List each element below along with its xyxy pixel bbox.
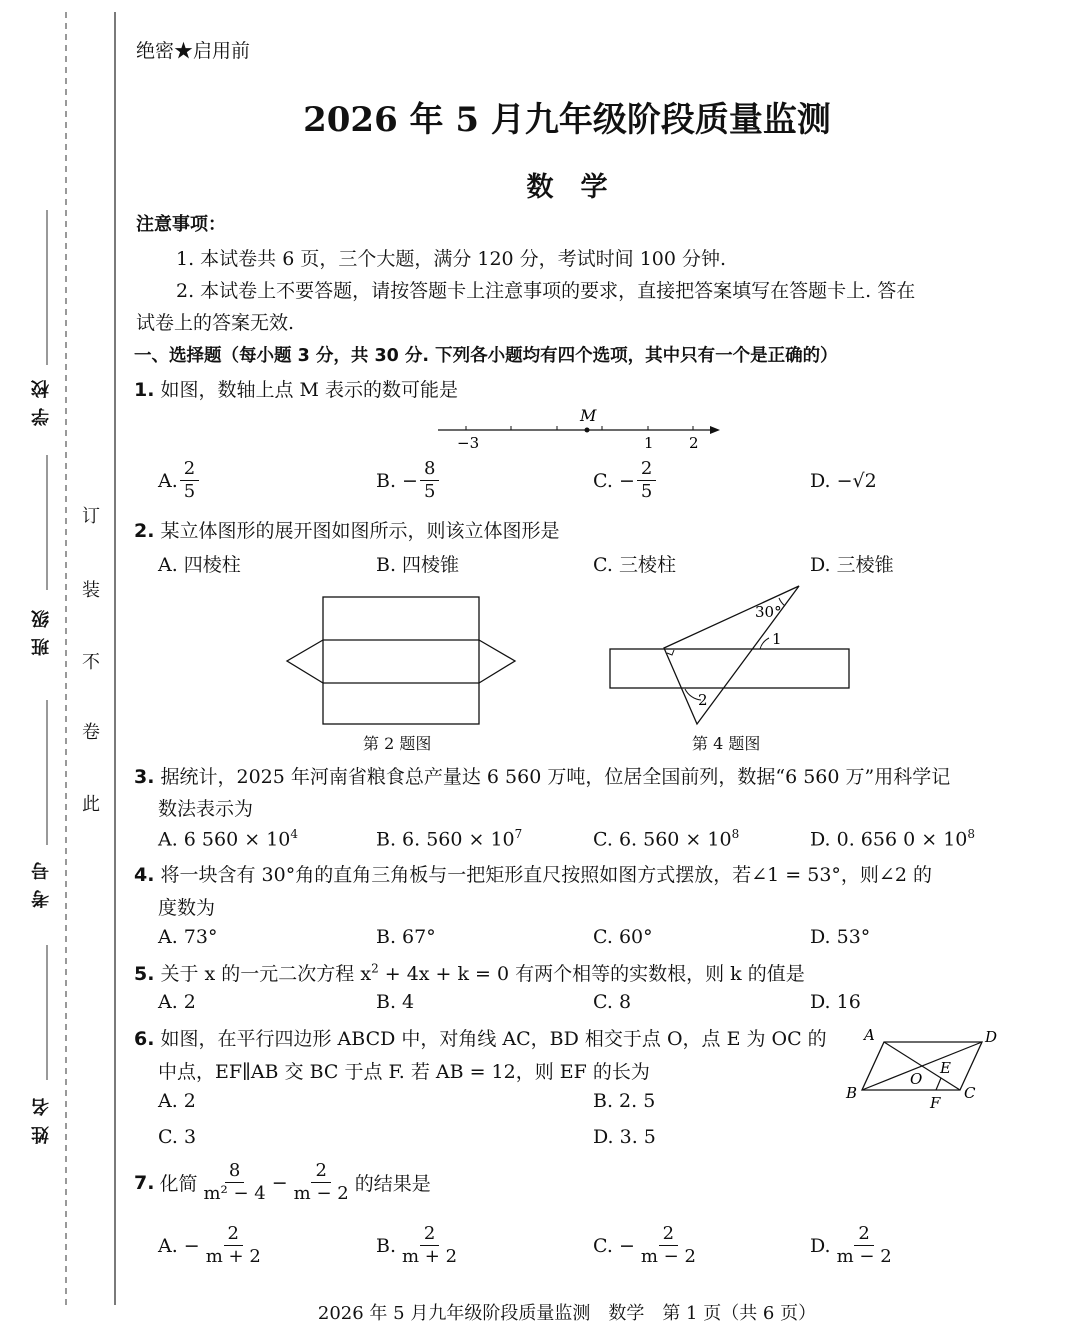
point-m-label: M bbox=[580, 406, 597, 425]
tick-label: 1 bbox=[644, 434, 654, 452]
option-b[interactable] bbox=[376, 458, 441, 503]
name-label: 姓名 bbox=[31, 1088, 52, 1144]
page-footer: 2026 年 5 月九年级阶段质量监测 数学 第 1 页（共 6 页） bbox=[317, 1303, 817, 1324]
notice-item-2: 2. 本试卷上不要答题，请按答题卡上注意事项的要求，直接把答案填写在答题卡上. 答在 bbox=[176, 280, 916, 302]
option-b[interactable]: B. 2. 5 bbox=[593, 1090, 656, 1112]
subject-title: 数 学 bbox=[526, 172, 608, 203]
figure-2-caption: 第 2 题图 bbox=[363, 734, 432, 753]
option-d[interactable]: D. 三棱锥 bbox=[810, 554, 894, 576]
exam-title: 2026 年 5 月九年级阶段质量监测 bbox=[303, 100, 831, 140]
minus-sign: − bbox=[271, 1171, 288, 1194]
question-3-cont: 数法表示为 bbox=[158, 798, 254, 820]
binding-char: 此 bbox=[82, 794, 100, 815]
numerator: 8 bbox=[225, 1160, 244, 1183]
confidential-mark: 绝密★启用前 bbox=[136, 40, 251, 62]
option-b[interactable]: B. 67° bbox=[376, 926, 436, 948]
question-number: 7. bbox=[134, 1171, 155, 1194]
angle-30-label: 30° bbox=[755, 603, 782, 621]
option-b[interactable] bbox=[376, 1223, 463, 1268]
question-text: 某立体图形的展开图如图所示，则该立体图形是 bbox=[160, 520, 560, 542]
question-4 bbox=[134, 860, 932, 887]
denominator: m − 2 bbox=[640, 1246, 696, 1267]
tick-label: −3 bbox=[457, 434, 480, 452]
point-e-label: E bbox=[940, 1059, 951, 1077]
binding-char: 不 bbox=[82, 652, 100, 673]
option-c[interactable] bbox=[593, 827, 739, 850]
option-label: B. bbox=[376, 1234, 397, 1257]
option-label: A. − bbox=[158, 1234, 200, 1257]
question-text: 化简 bbox=[159, 1173, 198, 1195]
question-number: 6. bbox=[134, 1028, 155, 1050]
option-a[interactable] bbox=[158, 827, 298, 850]
net-figure bbox=[280, 590, 525, 730]
option-text: C. 6. 560 × 10 bbox=[593, 828, 732, 851]
binding-char: 订 bbox=[82, 506, 100, 527]
numerator: 2 bbox=[420, 1223, 439, 1246]
option-d[interactable]: D. 53° bbox=[810, 926, 871, 948]
option-text: B. 6. 560 × 10 bbox=[376, 828, 515, 851]
numerator: 2 bbox=[854, 1223, 873, 1246]
question-1 bbox=[134, 375, 458, 402]
numerator: 8 bbox=[420, 458, 439, 481]
option-text: D. 0. 656 0 × 10 bbox=[810, 828, 968, 851]
option-d[interactable]: D. −√2 bbox=[810, 470, 877, 492]
denominator: m² − 4 bbox=[203, 1183, 266, 1204]
option-c[interactable]: C. 三棱柱 bbox=[593, 554, 676, 576]
question-number: 5. bbox=[134, 963, 155, 985]
option-a[interactable]: A. 2 bbox=[158, 1090, 196, 1112]
exponent: 8 bbox=[967, 827, 976, 841]
option-c[interactable]: C. 3 bbox=[158, 1126, 197, 1148]
question-5 bbox=[134, 959, 805, 986]
option-d[interactable]: D. 3. 5 bbox=[593, 1126, 656, 1148]
tick-label: 2 bbox=[689, 434, 699, 452]
denominator: m − 2 bbox=[836, 1246, 892, 1267]
numerator: 2 bbox=[180, 458, 199, 481]
question-number: 1. bbox=[134, 379, 155, 401]
question-text: 关于 x 的一元二次方程 x bbox=[160, 963, 372, 985]
question-text: 如图，在平行四边形 ABCD 中，对角线 AC，BD 相交于点 O，点 E 为 OC 的 bbox=[160, 1028, 827, 1050]
question-2 bbox=[134, 516, 560, 543]
exam-no-label: 考号 bbox=[31, 852, 52, 908]
question-3 bbox=[134, 762, 950, 789]
denominator: 5 bbox=[183, 481, 196, 502]
question-number: 4. bbox=[134, 864, 155, 886]
question-4-cont: 度数为 bbox=[158, 897, 216, 919]
option-a[interactable] bbox=[158, 1223, 267, 1268]
point-f-label: F bbox=[930, 1094, 941, 1112]
notice-item-2-cont: 试卷上的答案无效. bbox=[136, 312, 295, 334]
question-number: 3. bbox=[134, 766, 155, 788]
parallelogram-figure bbox=[840, 1020, 1010, 1115]
class-label: 班级 bbox=[31, 600, 52, 656]
option-label: D. bbox=[810, 1234, 831, 1257]
numerator: 2 bbox=[637, 458, 656, 481]
numerator: 2 bbox=[311, 1160, 330, 1183]
exponent: 7 bbox=[514, 827, 523, 841]
option-c[interactable] bbox=[593, 458, 658, 503]
exponent: 8 bbox=[731, 827, 740, 841]
vertex-c-label: C bbox=[964, 1084, 976, 1102]
question-number: 2. bbox=[134, 520, 155, 542]
option-a[interactable]: A. 四棱柱 bbox=[158, 554, 241, 576]
question-text: + 4x + k = 0 有两个相等的实数根，则 k 的值是 bbox=[378, 963, 805, 985]
binding-char: 卷 bbox=[82, 722, 100, 743]
denominator: m − 2 bbox=[293, 1183, 349, 1204]
option-c[interactable]: C. 8 bbox=[593, 991, 632, 1013]
option-c[interactable] bbox=[593, 1223, 702, 1268]
denominator: 5 bbox=[423, 481, 436, 502]
option-a[interactable]: A. 2 bbox=[158, 991, 196, 1013]
question-6-cont: 中点，EF∥AB 交 BC 于点 F. 若 AB = 12，则 EF 的长为 bbox=[158, 1061, 650, 1083]
angle-2-label: 2 bbox=[698, 691, 708, 709]
option-label: C. − bbox=[593, 1234, 635, 1257]
option-d[interactable] bbox=[810, 827, 975, 850]
question-text: 据统计，2025 年河南省粮食总产量达 6 560 万吨，位居全国前列，数据“6 560 万”用科学记 bbox=[160, 766, 951, 788]
option-text: A. 6 560 × 10 bbox=[158, 828, 291, 851]
question-text: 如图，数轴上点 M 表示的数可能是 bbox=[160, 379, 459, 401]
option-a[interactable] bbox=[158, 458, 201, 503]
vertex-a-label: A bbox=[864, 1026, 875, 1044]
notice-heading: 注意事项： bbox=[136, 214, 226, 235]
question-text: 将一块含有 30°角的直角三角板与一把矩形直尺按照如图方式摆放，若∠1 = 53°，则∠2 的 bbox=[160, 864, 932, 886]
option-label: B. − bbox=[376, 469, 418, 492]
option-c[interactable]: C. 60° bbox=[593, 926, 653, 948]
notice-item-1: 1. 本试卷共 6 页，三个大题，满分 120 分，考试时间 100 分钟. bbox=[176, 248, 727, 270]
figure-4-caption: 第 4 题图 bbox=[692, 734, 761, 753]
binding-char: 装 bbox=[82, 580, 100, 601]
denominator: m + 2 bbox=[402, 1246, 458, 1267]
vertex-b-label: B bbox=[846, 1084, 858, 1102]
angle-1-label: 1 bbox=[772, 630, 782, 648]
option-b[interactable] bbox=[376, 827, 522, 850]
option-b[interactable]: B. 四棱锥 bbox=[376, 554, 460, 576]
school-label: 学校 bbox=[31, 370, 52, 426]
number-line-figure bbox=[430, 400, 730, 452]
option-label: A. bbox=[158, 469, 178, 492]
option-d[interactable] bbox=[810, 1223, 898, 1268]
denominator: m + 2 bbox=[205, 1246, 261, 1267]
denominator: 5 bbox=[640, 481, 653, 502]
exponent: 2 bbox=[371, 961, 379, 976]
question-text: 的结果是 bbox=[354, 1173, 431, 1195]
option-d[interactable]: D. 16 bbox=[810, 991, 861, 1013]
question-6 bbox=[134, 1024, 827, 1051]
ruler-triangle-figure bbox=[605, 580, 855, 730]
numerator: 2 bbox=[224, 1223, 243, 1246]
point-o-label: O bbox=[910, 1070, 923, 1088]
exponent: 4 bbox=[290, 827, 299, 841]
option-b[interactable]: B. 4 bbox=[376, 991, 415, 1013]
option-label: C. − bbox=[593, 469, 635, 492]
question-7 bbox=[134, 1160, 431, 1205]
section-heading: 一、选择题（每小题 3 分，共 30 分. 下列各小题均有四个选项，其中只有一个是正确的） bbox=[134, 346, 838, 366]
option-a[interactable]: A. 73° bbox=[158, 926, 218, 948]
vertex-d-label: D bbox=[985, 1028, 998, 1046]
numerator: 2 bbox=[659, 1223, 678, 1246]
